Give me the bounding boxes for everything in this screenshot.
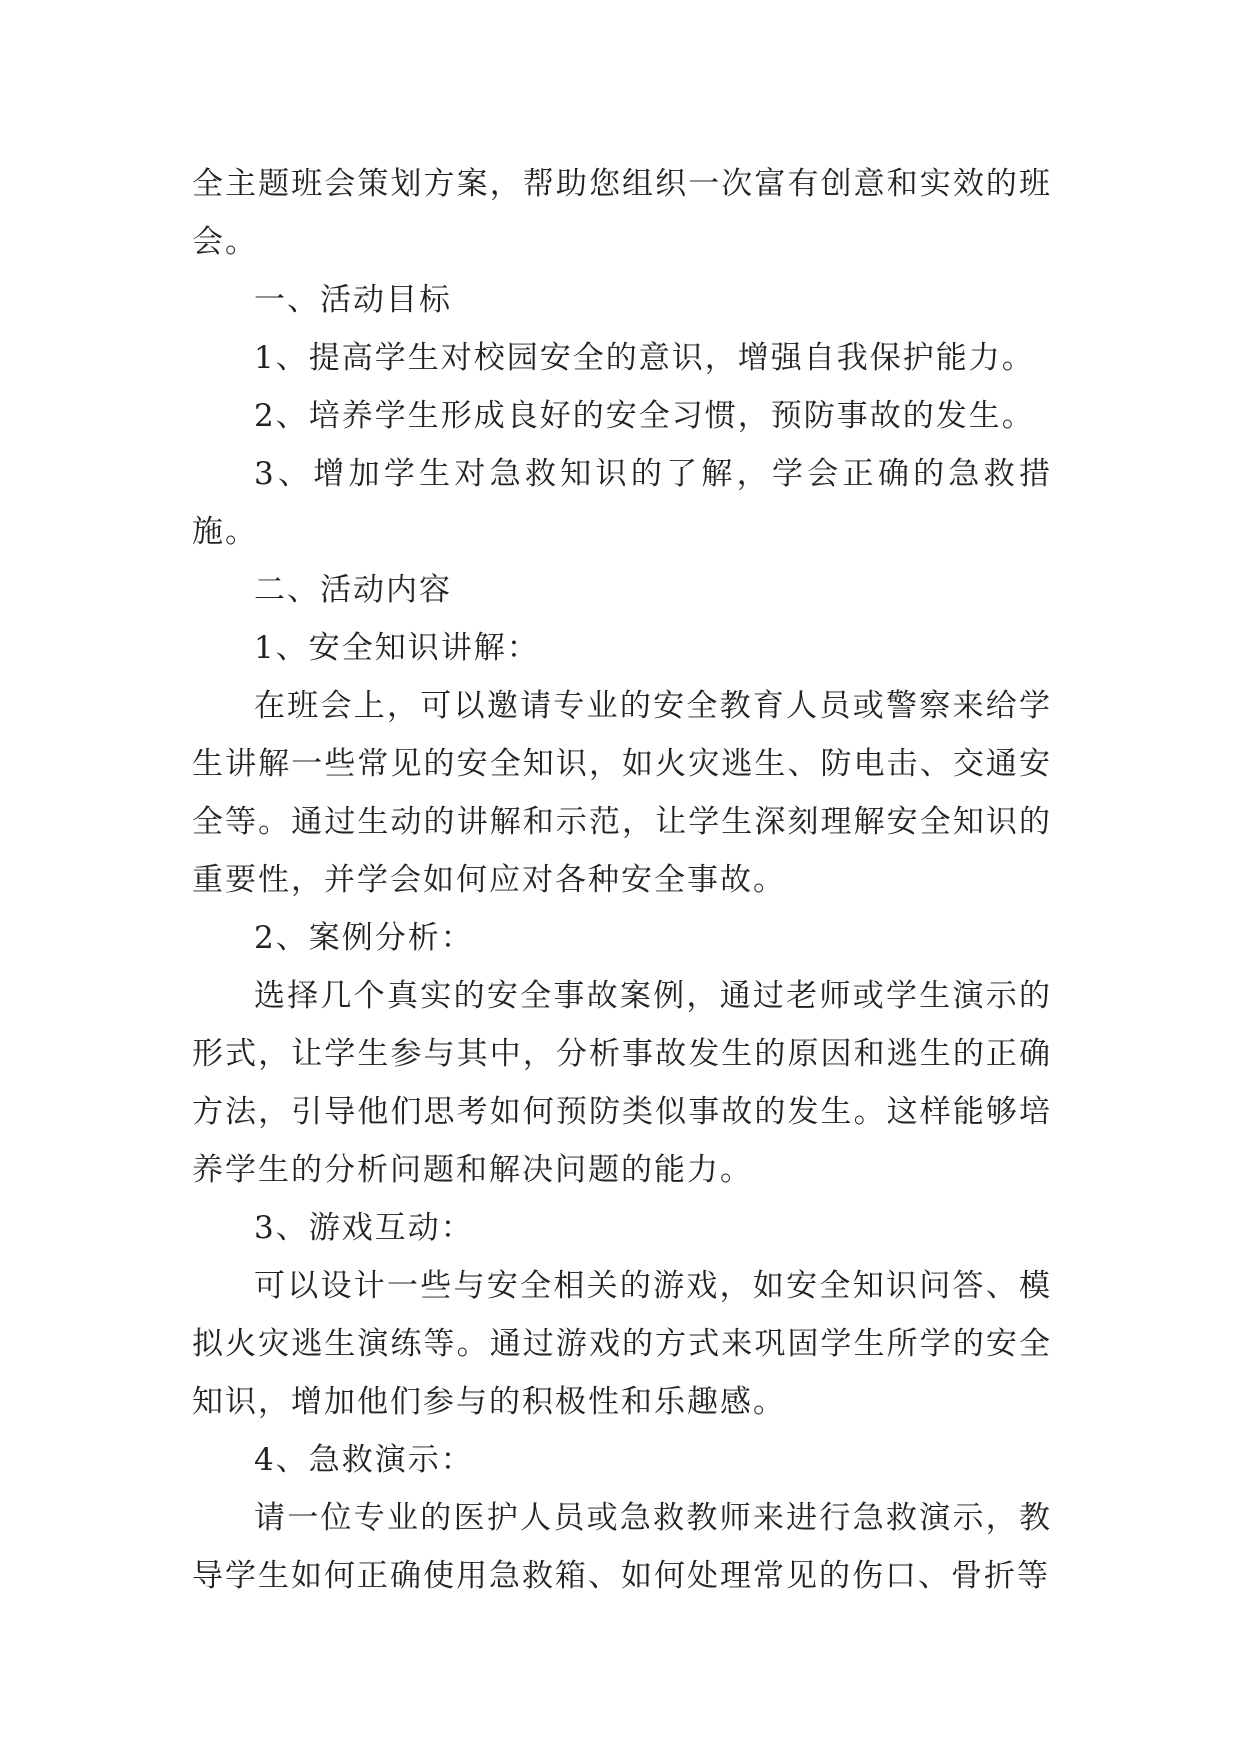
content-item-heading-3: 3、游戏互动： xyxy=(254,1210,474,1246)
document-body xyxy=(192,155,1052,1605)
content-item-heading-2: 2、案例分析： xyxy=(254,920,474,956)
section-heading-content: 二、活动内容 xyxy=(254,572,452,608)
content-item-heading-1: 1、安全知识讲解： xyxy=(254,630,540,666)
content-item-body-3: 可以设计一些与安全相关的游戏，如安全知识问答、模拟火灾逃生演练等。通过游戏的方式来巩固学生所学的安全知识，增加他们参与的积极性和乐趣感。 xyxy=(192,1268,1052,1420)
goal-item-2: 2、培养学生形成良好的安全习惯，预防事故的发生。 xyxy=(254,398,1035,434)
content-item-body-2: 选择几个真实的安全事故案例，通过老师或学生演示的形式，让学生参与其中，分析事故发生的原因和逃生的正确方法，引导他们思考如何预防类似事故的发生。这样能够培养学生的分析问题和解决问题的能力。 xyxy=(192,978,1052,1188)
content-item-heading-4: 4、急救演示： xyxy=(254,1442,474,1478)
content-item-body-4: 请一位专业的医护人员或急救教师来进行急救演示，教导学生如何正确使用急救箱、如何处理常见的伤口、骨折等 xyxy=(192,1500,1052,1594)
section-heading-goals: 一、活动目标 xyxy=(254,282,452,318)
intro-continuation-paragraph: 全主题班会策划方案，帮助您组织一次富有创意和实效的班会。 xyxy=(192,166,1052,260)
content-item-body-1: 在班会上，可以邀请专业的安全教育人员或警察来给学生讲解一些常见的安全知识，如火灾逃生、防电击、交通安全等。通过生动的讲解和示范，让学生深刻理解安全知识的重要性，并学会如何应对各种安全事故。 xyxy=(192,688,1052,898)
goal-item-3: 3、增加学生对急救知识的了解，学会正确的急救措施。 xyxy=(192,456,1052,550)
goal-item-1: 1、提高学生对校园安全的意识，增强自我保护能力。 xyxy=(254,340,1035,376)
